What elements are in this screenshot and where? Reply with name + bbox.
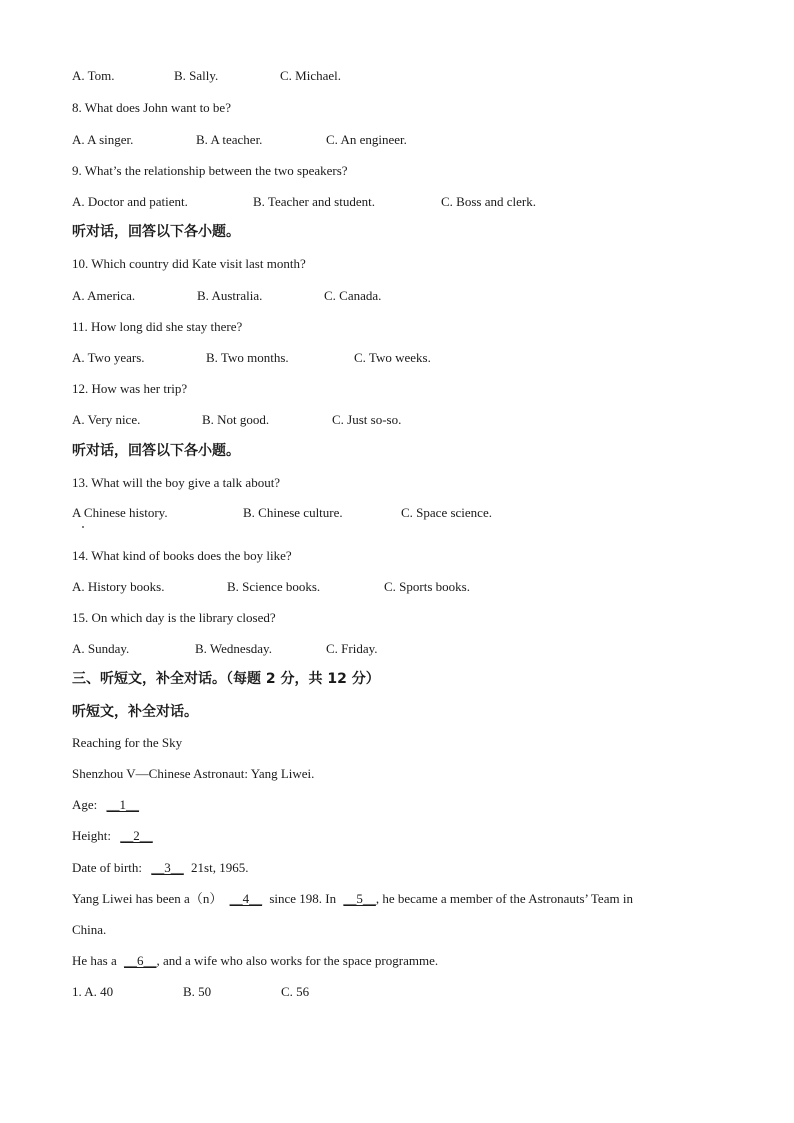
age-line — [72, 797, 139, 813]
age-label: Age: — [72, 797, 98, 812]
a1-option-c: C. 56 — [281, 984, 310, 999]
q10-question: 10. Which country did Kate visit last month? — [72, 256, 306, 271]
a1-option-b: B. 50 — [183, 984, 212, 999]
height-line — [72, 828, 153, 844]
q13-option-a: A Chinese history. — [72, 505, 168, 520]
career-text-c: , he became a member of the Astronauts’ Team in — [375, 891, 633, 906]
q15-question: 15. On which day is the library closed? — [72, 610, 276, 625]
dob-line — [72, 860, 248, 876]
instruction-listen-1: 听对话，回答以下各小题。 — [72, 224, 240, 240]
blank-6: __6__ — [124, 953, 157, 968]
section3-instruction: 听短文，补全对话。 — [72, 704, 198, 720]
dob-rest: 21st, 1965. — [191, 860, 249, 875]
q8-question: 8. What does John want to be? — [72, 100, 231, 115]
q10-option-b: B. Australia. — [197, 288, 263, 303]
career-line — [72, 891, 633, 907]
q11-option-b: B. Two months. — [206, 350, 289, 365]
q14-option-c: C. Sports books. — [384, 579, 470, 594]
q11-option-a: A. Two years. — [72, 350, 145, 365]
q14-question: 14. What kind of books does the boy like? — [72, 548, 292, 563]
q13-question: 13. What will the boy give a talk about? — [72, 475, 281, 490]
q9-question: 9. What’s the relationship between the two speakers? — [72, 163, 348, 178]
blank-3: __3__ — [151, 860, 184, 875]
passage-subtitle: Shenzhou V—Chinese Astronaut: Yang Liwei. — [72, 766, 315, 781]
q8-option-c: C. An engineer. — [326, 132, 407, 147]
blank-1: __1__ — [106, 797, 140, 812]
blank-5: __5__ — [343, 891, 376, 906]
q15-option-a: A. Sunday. — [72, 641, 130, 656]
family-text-b: , and a wife who also works for the space programme. — [156, 953, 439, 968]
q14-option-a: A. History books. — [72, 579, 165, 594]
height-label: Height: — [72, 828, 111, 843]
q10-option-a: A. America. — [72, 288, 136, 303]
q9-option-c: C. Boss and clerk. — [441, 194, 536, 209]
q11-option-c: C. Two weeks. — [354, 350, 431, 365]
q7-option-a: A. Tom. — [72, 68, 115, 83]
career-text-a: Yang Liwei has been a（n） — [72, 891, 223, 906]
q11-question: 11. How long did she stay there? — [72, 319, 243, 334]
career-line-cont: China. — [72, 922, 107, 937]
blank-4: __4__ — [229, 891, 263, 906]
q9-option-b: B. Teacher and student. — [253, 194, 375, 209]
q8-option-a: A. A singer. — [72, 132, 134, 147]
stray-dot — [82, 526, 84, 528]
q12-question: 12. How was her trip? — [72, 381, 188, 396]
blank-2: __2__ — [120, 828, 153, 843]
career-text-b: since 198. In — [269, 891, 337, 906]
q13-option-c: C. Space science. — [401, 505, 492, 520]
q12-option-c: C. Just so-so. — [332, 412, 402, 427]
a1-option-a: 1. A. 40 — [72, 984, 114, 999]
q15-option-b: B. Wednesday. — [195, 641, 272, 656]
dob-label: Date of birth: — [72, 860, 143, 875]
q8-option-b: B. A teacher. — [196, 132, 263, 147]
family-text-a: He has a — [72, 953, 117, 968]
q15-option-c: C. Friday. — [326, 641, 378, 656]
section3-heading: 三、听短文，补全对话。（每题 2 分，共 12 分） — [72, 671, 380, 687]
q7-option-b: B. Sally. — [174, 68, 219, 83]
q7-option-c: C. Michael. — [280, 68, 342, 83]
q13-option-b: B. Chinese culture. — [243, 505, 343, 520]
q10-option-c: C. Canada. — [324, 288, 382, 303]
passage-title: Reaching for the Sky — [72, 735, 183, 750]
q9-option-a: A. Doctor and patient. — [72, 194, 188, 209]
instruction-listen-2: 听对话，回答以下各小题。 — [72, 443, 240, 459]
family-line — [72, 953, 438, 969]
q12-option-a: A. Very nice. — [72, 412, 141, 427]
q12-option-b: B. Not good. — [202, 412, 270, 427]
q14-option-b: B. Science books. — [227, 579, 321, 594]
